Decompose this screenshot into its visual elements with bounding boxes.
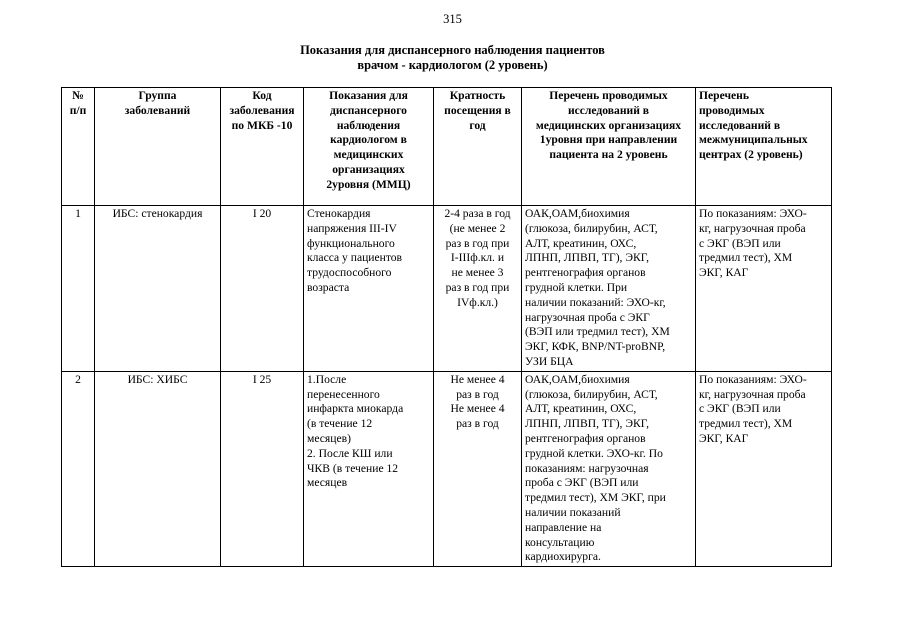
row-disease-group: ИБС: стенокардия [95, 206, 221, 372]
title-line-2: врачом - кардиологом (2 уровень) [357, 58, 548, 72]
header-number: № п/п [62, 88, 95, 206]
row-level1-tests: ОАК,ОАМ,биохимия (глюкоза, билирубин, АСТ, АЛТ, креатинин, ОХС, ЛПНП, ЛПВП, ТГ), ЭКГ, рентгенография органов грудной клетки. При наличии показаний: ЭХО-кг, нагрузочная проба с ЭКГ (ВЭП или тредмил тест), ХМ ЭКГ, КФК, BNP/NT-proBNP, УЗИ БЦА [522, 206, 696, 372]
row-level1-tests: ОАК,ОАМ,биохимия (глюкоза, билирубин, АСТ, АЛТ, креатинин, ОХС, ЛПНП, ЛПВП, ТГ), ЭКГ, рентгенография органов грудной клетки. ЭХО-кг. По показаниям: нагрузочная проба с ЭКГ (ВЭП или тредмил тест), ХМ ЭКГ, при наличии показаний направление на консультацию кардиохирурга. [522, 371, 696, 566]
row-visit-frequency: Не менее 4 раз в год Не менее 4 раз в год [434, 371, 522, 566]
table-row [62, 206, 832, 372]
row-level2-tests: По показаниям: ЭХО- кг, нагрузочная проба с ЭКГ (ВЭП или тредмил тест), ХМ ЭКГ, КАГ [696, 206, 832, 372]
header-icd-code: Код заболевания по МКБ -10 [221, 88, 304, 206]
table-header-row [62, 88, 832, 206]
header-level1-tests: Перечень проводимых исследований в медицинских организациях 1уровня при направлении пациента на 2 уровень [522, 88, 696, 206]
document-title [0, 43, 905, 73]
row-indications: Стенокардия напряжения III-IV функционального класса у пациентов трудоспособного возраста [304, 206, 434, 372]
header-disease-group: Группа заболеваний [95, 88, 221, 206]
header-level2-tests: Перечень проводимых исследований в межмуниципальных центрах (2 уровень) [696, 88, 832, 206]
row-icd-code: I 25 [221, 371, 304, 566]
header-visit-frequency: Кратность посещения в год [434, 88, 522, 206]
row-indications: 1.После перенесенного инфаркта миокарда (в течение 12 месяцев) 2. После КШ или ЧКВ (в течение 12 месяцев [304, 371, 434, 566]
table-row [62, 371, 832, 566]
page-number: 315 [443, 12, 462, 26]
row-visit-frequency: 2-4 раза в год (не менее 2 раз в год при I-IIIф.кл. и не менее 3 раз в год при IVф.кл.) [434, 206, 522, 372]
row-level2-tests: По показаниям: ЭХО- кг, нагрузочная проба с ЭКГ (ВЭП или тредмил тест), ХМ ЭКГ, КАГ [696, 371, 832, 566]
row-number: 2 [62, 371, 95, 566]
row-icd-code: I 20 [221, 206, 304, 372]
header-indications: Показания для диспансерного наблюдения кардиологом в медицинских организациях 2уровня (ММЦ) [304, 88, 434, 206]
row-disease-group: ИБС: ХИБС [95, 371, 221, 566]
row-number: 1 [62, 206, 95, 372]
title-line-1: Показания для диспансерного наблюдения пациентов [300, 43, 605, 57]
indications-table [61, 87, 832, 567]
